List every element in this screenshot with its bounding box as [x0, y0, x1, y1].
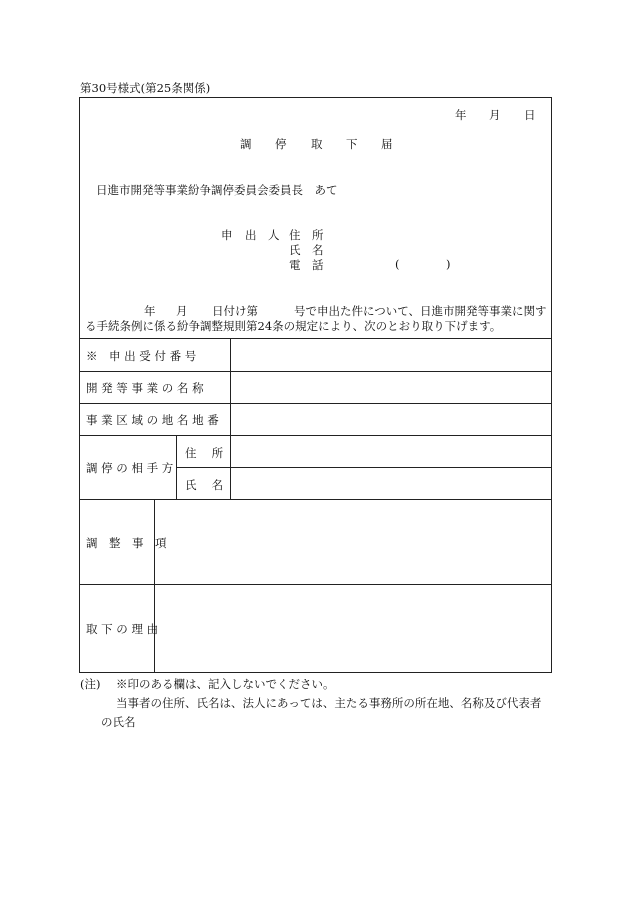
notes-line3: の氏名	[101, 715, 136, 729]
phone-paren-open: (	[395, 257, 400, 271]
body-line2: る手続条例に係る紛争調整規則第24条の規定により、次のとおり取り下げます。	[85, 319, 502, 333]
receipt-number-field[interactable]	[231, 339, 551, 371]
project-name-field[interactable]	[231, 372, 551, 403]
title-char: 取	[311, 137, 323, 151]
withdrawal-reason-field[interactable]	[155, 585, 551, 672]
area-lot-field[interactable]	[231, 404, 551, 435]
form-number: 第30号様式(第25条関係)	[80, 81, 211, 95]
applicant-name-label: 氏 名	[289, 243, 324, 257]
date-year: 年	[455, 108, 467, 122]
adjustment-items-field[interactable]	[155, 500, 551, 584]
notes-label: (注)	[80, 677, 101, 691]
counterparty-name-field[interactable]	[231, 468, 551, 499]
area-lot-label: 事 業 区 域 の 地 名 地 番	[86, 413, 219, 427]
date-month: 月	[489, 108, 501, 122]
applicant-label-char: 出	[245, 228, 257, 242]
title-char: 届	[381, 137, 393, 151]
counterparty-label: 調 停 の 相 手 方	[86, 461, 174, 475]
counterparty-name-label: 氏 名	[185, 478, 224, 492]
title-char: 停	[275, 137, 287, 151]
applicant-label-char: 申	[221, 228, 233, 242]
applicant-address-label: 住 所	[289, 228, 324, 242]
project-name-label: 開 発 等 事 業 の 名 称	[86, 381, 204, 395]
body-line1-rest: 号で申出た件について、日進市開発等事業に関す	[294, 304, 547, 318]
notes-line1: ※印のある欄は、記入しないでください。	[116, 677, 335, 691]
title-char: 下	[346, 137, 358, 151]
applicant-label-char: 人	[268, 228, 280, 242]
counterparty-address-label: 住 所	[185, 446, 224, 460]
date-day: 日	[524, 108, 536, 122]
body-month: 月	[176, 304, 188, 318]
addressee: 日進市開発等事業紛争調停委員会委員長 あて	[96, 183, 338, 197]
title-char: 調	[240, 137, 252, 151]
notes-line2: 当事者の住所、氏名は、法人にあっては、主たる事務所の所在地、名称及び代表者	[116, 696, 542, 710]
receipt-number-label: ※ 申 出 受 付 番 号	[86, 349, 197, 363]
phone-paren-close: )	[446, 257, 451, 271]
adjustment-items-label: 調 整 事 項	[86, 536, 167, 550]
counterparty-address-field[interactable]	[231, 436, 551, 467]
withdrawal-reason-label: 取 下 の 理 由	[86, 622, 159, 636]
applicant-phone-label: 電 話	[289, 258, 324, 272]
body-dated: 日付け第	[212, 304, 258, 318]
body-year: 年	[144, 304, 156, 318]
